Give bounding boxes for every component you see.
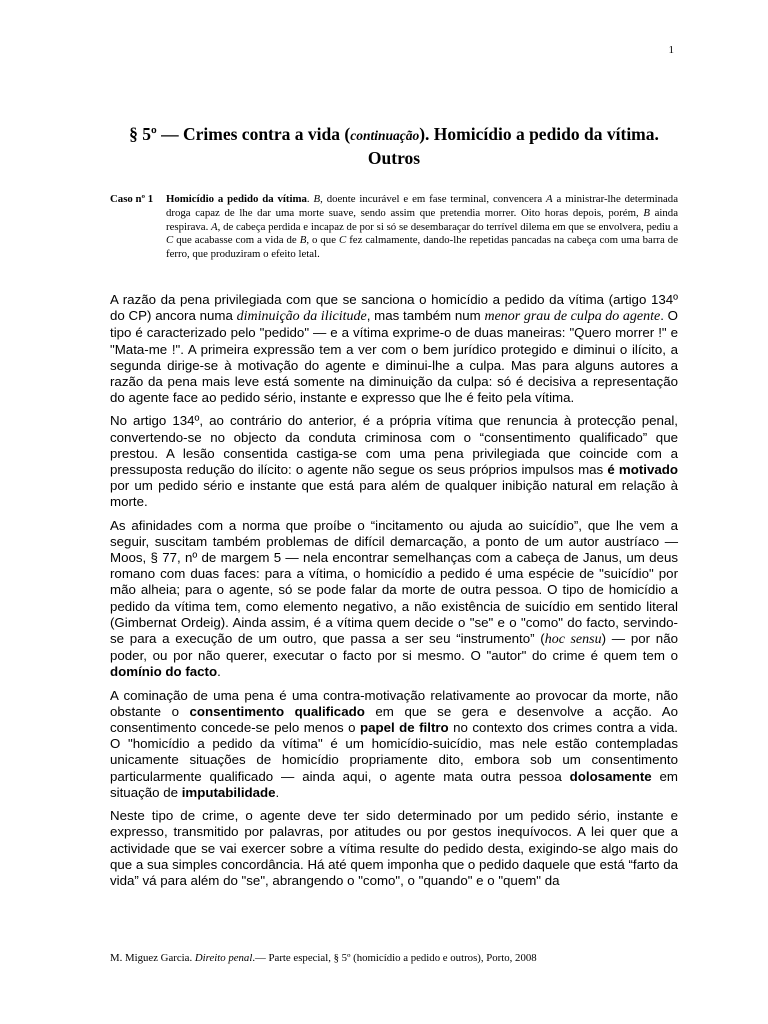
page-number: 1 [668, 44, 674, 56]
paragraph-2: No artigo 134º, ao contrário do anterior, é a própria vítima que renuncia à protecção penal, convertendo-se no objecto da conduta criminosa com o “consentimento qualificado” que prestou. A lesão consentida castiga-se com uma pena privilegiada que coincide com a pressuposta redução do ilícito: o agente não segue os seus próprios impulsos mas é motivado por um pedido sério e instante que está para além de qualquer inibição natural em relação à morte. [110, 413, 678, 510]
paragraph-1: A razão da pena privilegiada com que se sanciona o homicídio a pedido da vítima (artigo 134º do CP) ancora numa diminuição da ilicitude, mas também num menor grau de culpa do agente. O tipo é caracterizado pelo "pedido" — e a vítima exprime-o de duas maneiras: "Quero morrer !" e "Mata-me !". A primeira expressão tem a ver com o bem jurídico protegido e diminui o ilícito, a segunda dirige-se à motivação do agente e diminui-lhe a culpa. Mas para alguns autores a razão da pena mais leve está somente na diminuição da culpa: só é decisiva a representação do agente face ao pedido sério, instante e expresso que lhe é feito pela vítima. [110, 292, 678, 406]
footer-citation: M. Miguez Garcia. Direito penal.— Parte especial, § 5º (homicídio a pedido e outros), Porto, 2008 [110, 952, 537, 964]
case-text: Homicídio a pedido da vítima. B, doente incurável e em fase terminal, convencera A a ministrar-lhe determinada droga capaz de lhe dar uma morte suave, sendo assim que pretendia morrer. Oito horas depois, porém, B ainda respirava. A, de cabeça perdida e incapaz de por si só se desembaraçar do terrível dilema em que se envolvera, pediu a C que acabasse com a vida de B, o que C fez calmamente, dando-lhe repetidas pancadas na cabeça com uma barra de ferro, que produziram o efeito letal. [166, 193, 678, 261]
section-title: § 5º — Crimes contra a vida (continuação). Homicídio a pedido da vítima. Outros [129, 124, 659, 168]
case-label: Caso nº 1 [110, 193, 154, 205]
body-text [110, 292, 678, 896]
paragraph-3: As afinidades com a norma que proíbe o “incitamento ou ajuda ao suicídio”, que lhe vem a seguir, suscitam também problemas de difícil demarcação, a ponto de um autor austríaco — Moos, § 77, nº de margem 5 — nela encontrar semelhanças com a cabeça de Janus, um deus romano com duas faces: para a vítima, o homicídio a pedido é uma espécie de "suicídio" por mão alheia; para o agente, só se pode falar da morte de outra pessoa. O tipo de homicídio a pedido da vítima tem, como elemento negativo, a não existência de suicídio em sentido literal (Gimbernat Ordeig). Ainda assim, é a vítima quem decide o "se" e o "como" do facto, servindo-se para a execução de um outro, que passa a ser seu “instrumento” (hoc sensu) — por não poder, ou por não querer, executar o facto por si mesmo. O "autor" do crime é quem tem o domínio do facto. [110, 517, 678, 680]
case-title: Homicídio a pedido da vítima [166, 193, 307, 205]
title-continuation: continuação [350, 128, 420, 143]
case-box [110, 193, 678, 262]
paragraph-4: A cominação de uma pena é uma contra-motivação relativamente ao provocar da morte, não obstante o consentimento qualificado em que se gera e desenvolve a acção. Ao consentimento concede-se pelo menos o papel de filtro no contexto dos crimes contra a vida. O "homicídio a pedido da vítima" é um homicídio-suicídio, mas nele estão contempladas unicamente situações de homicídio propriamente dito, embora sob um consentimento particularmente qualificado — ainda aqui, o agente mata outra pessoa dolosamente em situação de imputabilidade. [110, 687, 679, 800]
paragraph-5: Neste tipo de crime, o agente deve ter sido determinado por um pedido sério, instante e expresso, transmitido por palavras, por atitudes ou por gestos inequívocos. A lei quer que a actividade que se vai exercer sobre a vítima resulte do pedido desta, exigindo-se algo mais do que a sua simples concordância. Há até quem imponha que o pedido daquele que está “farto da vida” vá para além do "se", abrangendo o "como", o "quando" e o "quem" da [110, 808, 678, 888]
